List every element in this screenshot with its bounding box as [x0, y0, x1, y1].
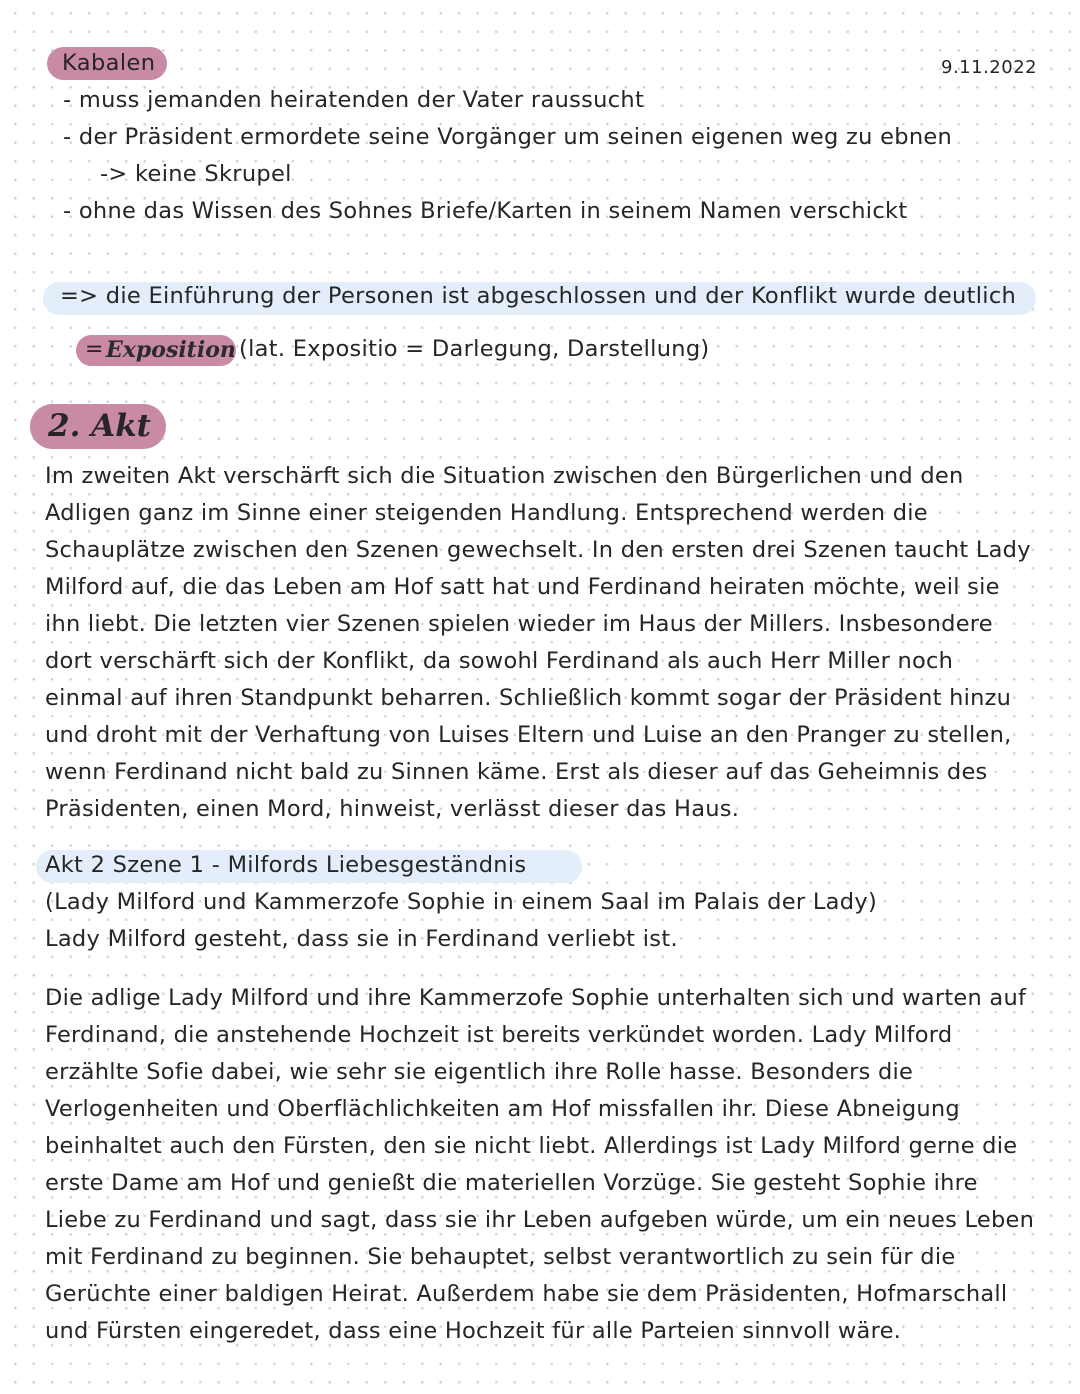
akt2-paragraph	[45, 458, 1031, 828]
kabalen-heading-text: Kabalen	[62, 50, 156, 76]
kabalen-bullet-2: - der Präsident ermordete seine Vorgänger um seinen eigenen weg zu ebnen	[63, 124, 953, 150]
scene1-summary: Lady Milford gesteht, dass sie in Ferdinand verliebt ist.	[45, 926, 678, 952]
scene1-line: Liebe zu Ferdinand und sagt, dass sie ihr Leben aufgeben würde, um ein neues Leben	[45, 1207, 1035, 1233]
scene1-paragraph	[45, 980, 1034, 1350]
akt2-line: ihn liebt. Die letzten vier Szenen spielen wieder im Haus der Millers. Insbesondere	[45, 611, 993, 637]
akt2-line: Adligen ganz im Sinne einer steigenden Handlung. Entsprechend werden die	[45, 500, 928, 526]
conclusion-text: => die Einführung der Personen ist abgeschlossen und der Konflikt wurde deutlich	[60, 283, 1017, 309]
kabalen-heading	[47, 47, 167, 80]
scene1-line: Ferdinand, die anstehende Hochzeit ist bereits verkündet worden. Lady Milford	[45, 1022, 953, 1048]
exposition-word: Exposition	[106, 337, 236, 363]
exposition-prefix: =	[85, 337, 111, 362]
date: 9.11.2022	[941, 57, 1038, 78]
kabalen-bullet-1: - muss jemanden heiratenden der Vater raussucht	[63, 87, 645, 113]
scene1-line: erzählte Sofie dabei, wie sehr sie eigentlich ihre Rolle hasse. Besonders die	[45, 1059, 914, 1085]
scene1-line: beinhaltet auch den Fürsten, den sie nicht liebt. Allerdings ist Lady Milford gerne die	[45, 1133, 1018, 1159]
akt2-heading	[30, 404, 166, 449]
akt2-line: wenn Ferdinand nicht bald zu Sinnen käme. Erst als dieser auf das Geheimnis des	[45, 759, 988, 785]
exposition-term	[76, 335, 236, 366]
scene1-line: Gerüchte einer baldigen Heirat. Außerdem habe sie dem Präsidenten, Hofmarschall	[45, 1281, 1008, 1307]
scene1-line: erste Dame am Hof und genießt die materiellen Vorzüge. Sie gesteht Sophie ihre	[45, 1170, 978, 1196]
kabalen-bullet-3: - ohne das Wissen des Sohnes Briefe/Karten in seinem Namen verschickt	[63, 198, 908, 224]
akt2-line: Schauplätze zwischen den Szenen gewechselt. In den ersten drei Szenen taucht Lady	[45, 537, 1031, 563]
scene1-line: Die adlige Lady Milford und ihre Kammerzofe Sophie unterhalten sich und warten auf	[45, 985, 1027, 1011]
scene1-heading: Akt 2 Szene 1 - Milfords Liebesgeständnis	[45, 852, 527, 878]
akt2-line: Milford auf, die das Leben am Hof satt hat und Ferdinand heiraten möchte, weil sie	[45, 574, 1000, 600]
akt2-line: dort verschärft sich der Konflikt, da sowohl Ferdinand als auch Herr Miller noch	[45, 648, 954, 674]
exposition-note: (lat. Expositio = Darlegung, Darstellung)	[239, 336, 710, 362]
scene1-setting: (Lady Milford und Kammerzofe Sophie in einem Saal im Palais der Lady)	[45, 889, 878, 915]
akt2-line: und droht mit der Verhaftung von Luises Eltern und Luise an den Pranger zu stellen,	[45, 722, 1012, 748]
kabalen-subbullet: -> keine Skrupel	[100, 161, 292, 187]
akt2-line: einmal auf ihren Standpunkt beharren. Schließlich kommt sogar der Präsident hinzu	[45, 685, 1012, 711]
akt2-line: Im zweiten Akt verschärft sich die Situation zwischen den Bürgerlichen und den	[45, 463, 964, 489]
scene1-line: Verlogenheiten und Oberflächlichkeiten am Hof missfallen ihr. Diese Abneigung	[45, 1096, 960, 1122]
scene1-line: und Fürsten eingeredet, dass eine Hochzeit für alle Parteien sinnvoll wäre.	[45, 1318, 902, 1344]
akt2-line: Präsidenten, einen Mord, hinweist, verlässt dieser das Haus.	[45, 796, 740, 822]
akt2-heading-text: 2. Akt	[48, 408, 152, 444]
scene1-line: mit Ferdinand zu beginnen. Sie behauptet, selbst verantwortlich zu sein für die	[45, 1244, 956, 1270]
